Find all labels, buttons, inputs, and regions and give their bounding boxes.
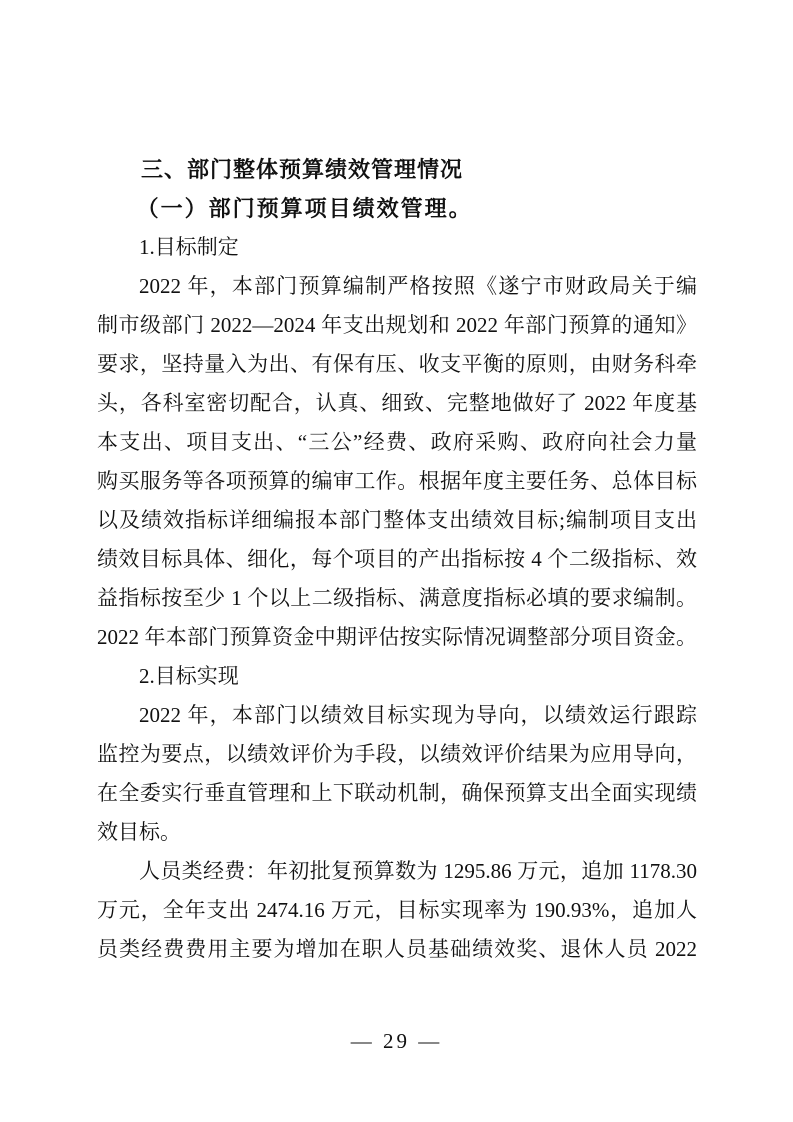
section-heading: 三、部门整体预算绩效管理情况 xyxy=(141,157,464,182)
paragraph-line: 员类经费费用主要为增加在职人员基础绩效奖、退休人员 2022 xyxy=(97,937,697,961)
paragraph-line: 头，各科室密切配合，认真、细致、完整地做好了 2022 年度基 xyxy=(97,391,697,415)
paragraph-line: 2022 年，本部门预算编制严格按照《遂宁市财政局关于编 xyxy=(139,274,697,298)
paragraph-line: 人员类经费：年初批复预算数为 1295.86 万元，追加 1178.30 xyxy=(139,859,697,883)
paragraph-line: 2022 年本部门预算资金中期评估按实际情况调整部分项目资金。 xyxy=(97,625,697,649)
paragraph-line: 在全委实行垂直管理和上下联动机制，确保预算支出全面实现绩 xyxy=(97,781,697,805)
paragraph-line: 购买服务等各项预算的编审工作。根据年度主要任务、总体目标 xyxy=(97,469,697,493)
numbered-subheading-1: 1.目标制定 xyxy=(139,235,239,259)
paragraph-line: 2022 年，本部门以绩效目标实现为导向，以绩效运行跟踪 xyxy=(139,703,697,727)
paragraph-line: 益指标按至少 1 个以上二级指标、满意度指标必填的要求编制。 xyxy=(97,586,697,610)
paragraph-line: 监控为要点，以绩效评价为手段，以绩效评价结果为应用导向， xyxy=(97,742,697,766)
subsection-heading: （一）部门预算项目绩效管理。 xyxy=(136,196,473,221)
paragraph-line: 要求，坚持量入为出、有保有压、收支平衡的原则，由财务科牵 xyxy=(97,352,697,376)
paragraph-line: 本支出、项目支出、“三公”经费、政府采购、政府向社会力量 xyxy=(97,430,697,454)
paragraph-line: 万元，全年支出 2474.16 万元，目标实现率为 190.93%，追加人 xyxy=(97,898,697,922)
document-body xyxy=(97,150,697,969)
numbered-subheading-2: 2.目标实现 xyxy=(139,664,239,688)
paragraph-line: 以及绩效指标详细编报本部门整体支出绩效目标;编制项目支出 xyxy=(97,508,697,532)
paragraph-line: 绩效目标具体、细化，每个项目的产出指标按 4 个二级指标、效 xyxy=(97,547,697,571)
paragraph-line: 效目标。 xyxy=(97,820,181,844)
page-number-footer: — 29 — xyxy=(350,1029,443,1053)
paragraph-line: 制市级部门 2022—2024 年支出规划和 2022 年部门预算的通知》 xyxy=(97,313,697,337)
